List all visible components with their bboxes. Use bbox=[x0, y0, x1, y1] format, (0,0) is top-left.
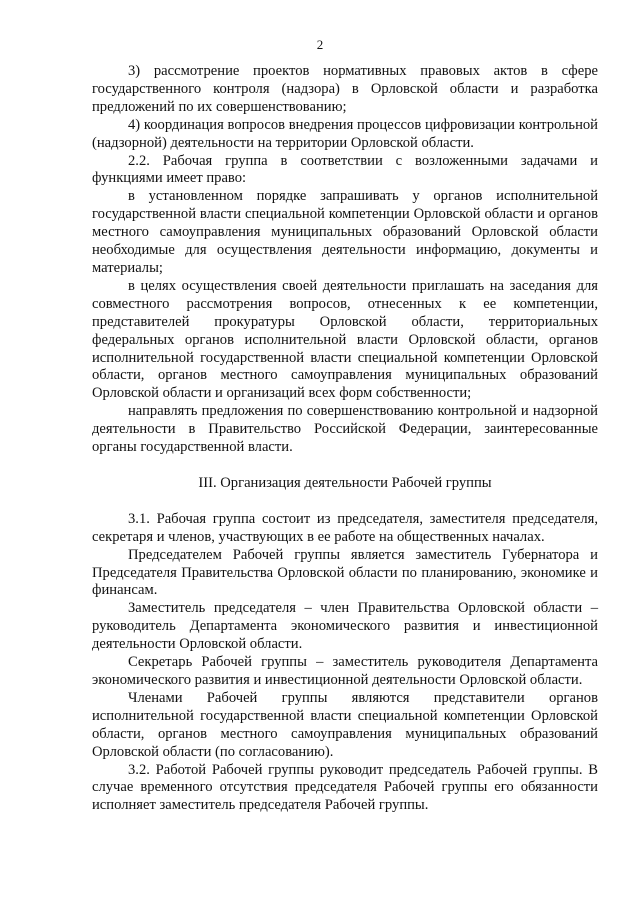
paragraph-right-invite: в целях осуществления своей деятельности приглашать на заседания для совместного рассмотрения вопросов, отнесенных к ее компетенции, представителей прокуратуры Орловской области, территориальных федеральных органов исполнительной власти Орловской области, органов исполнительной государственной власти специальной компетенции Орловской области, органов местного самоуправления муниципальных образований Орловской области и организаций всех форм собственности; bbox=[92, 277, 598, 402]
page-number: 2 bbox=[316, 37, 324, 52]
document-body bbox=[92, 63, 598, 815]
paragraph-right-propose: направлять предложения по совершенствованию контрольной и надзорной деятельности в Правительство Российской Федерации, заинтересованные органы государственной власти. bbox=[92, 403, 598, 456]
paragraph-item-3: 3) рассмотрение проектов нормативных правовых актов в сфере государственного контроля (надзора) в Орловской области и разработка предложений по их совершенствованию; bbox=[92, 63, 598, 115]
paragraph-2-2: 2.2. Рабочая группа в соответствии с возложенными задачами и функциями имеет право: bbox=[92, 152, 598, 187]
paragraph-secretary: Секретарь Рабочей группы – заместитель руководителя Департамента экономического развития и инвестиционной деятельности Орловской области. bbox=[92, 654, 598, 688]
paragraph-deputy-chairman: Заместитель председателя – член Правительства Орловской области – руководитель Департамента экономического развития и инвестиционной деятельности Орловской области. bbox=[92, 600, 598, 653]
paragraph-right-request: в установленном порядке запрашивать у органов исполнительной государственной власти специальной компетенции Орловской области и органов местного самоуправления муниципальных образований Орловской области необходимые для осуществления деятельности информацию, документы и материалы; bbox=[92, 188, 598, 276]
paragraph-3-1: 3.1. Рабочая группа состоит из председателя, заместителя председателя, секретаря и членов, участвующих в ее работе на общественных началах. bbox=[92, 510, 598, 545]
paragraph-members: Членами Рабочей группы являются представители органов исполнительной государственной власти специальной компетенции Орловской области, органов местного самоуправления муниципальных образований Орловской области (по согласованию). bbox=[92, 689, 598, 760]
section-heading: III. Организация деятельности Рабочей группы bbox=[198, 474, 492, 491]
paragraph-3-2: 3.2. Работой Рабочей группы руководит председатель Рабочей группы. В случае временного отсутствия председателя Рабочей группы его обязанности исполняет заместитель председателя Рабочей группы. bbox=[92, 761, 598, 814]
paragraph-chairman: Председателем Рабочей группы является заместитель Губернатора и Председателя Правительства Орловской области по планированию, экономике и финансам. bbox=[92, 546, 598, 599]
paragraph-item-4: 4) координация вопросов внедрения процессов цифровизации контрольной (надзорной) деятельности на территории Орловской области. bbox=[92, 116, 598, 151]
